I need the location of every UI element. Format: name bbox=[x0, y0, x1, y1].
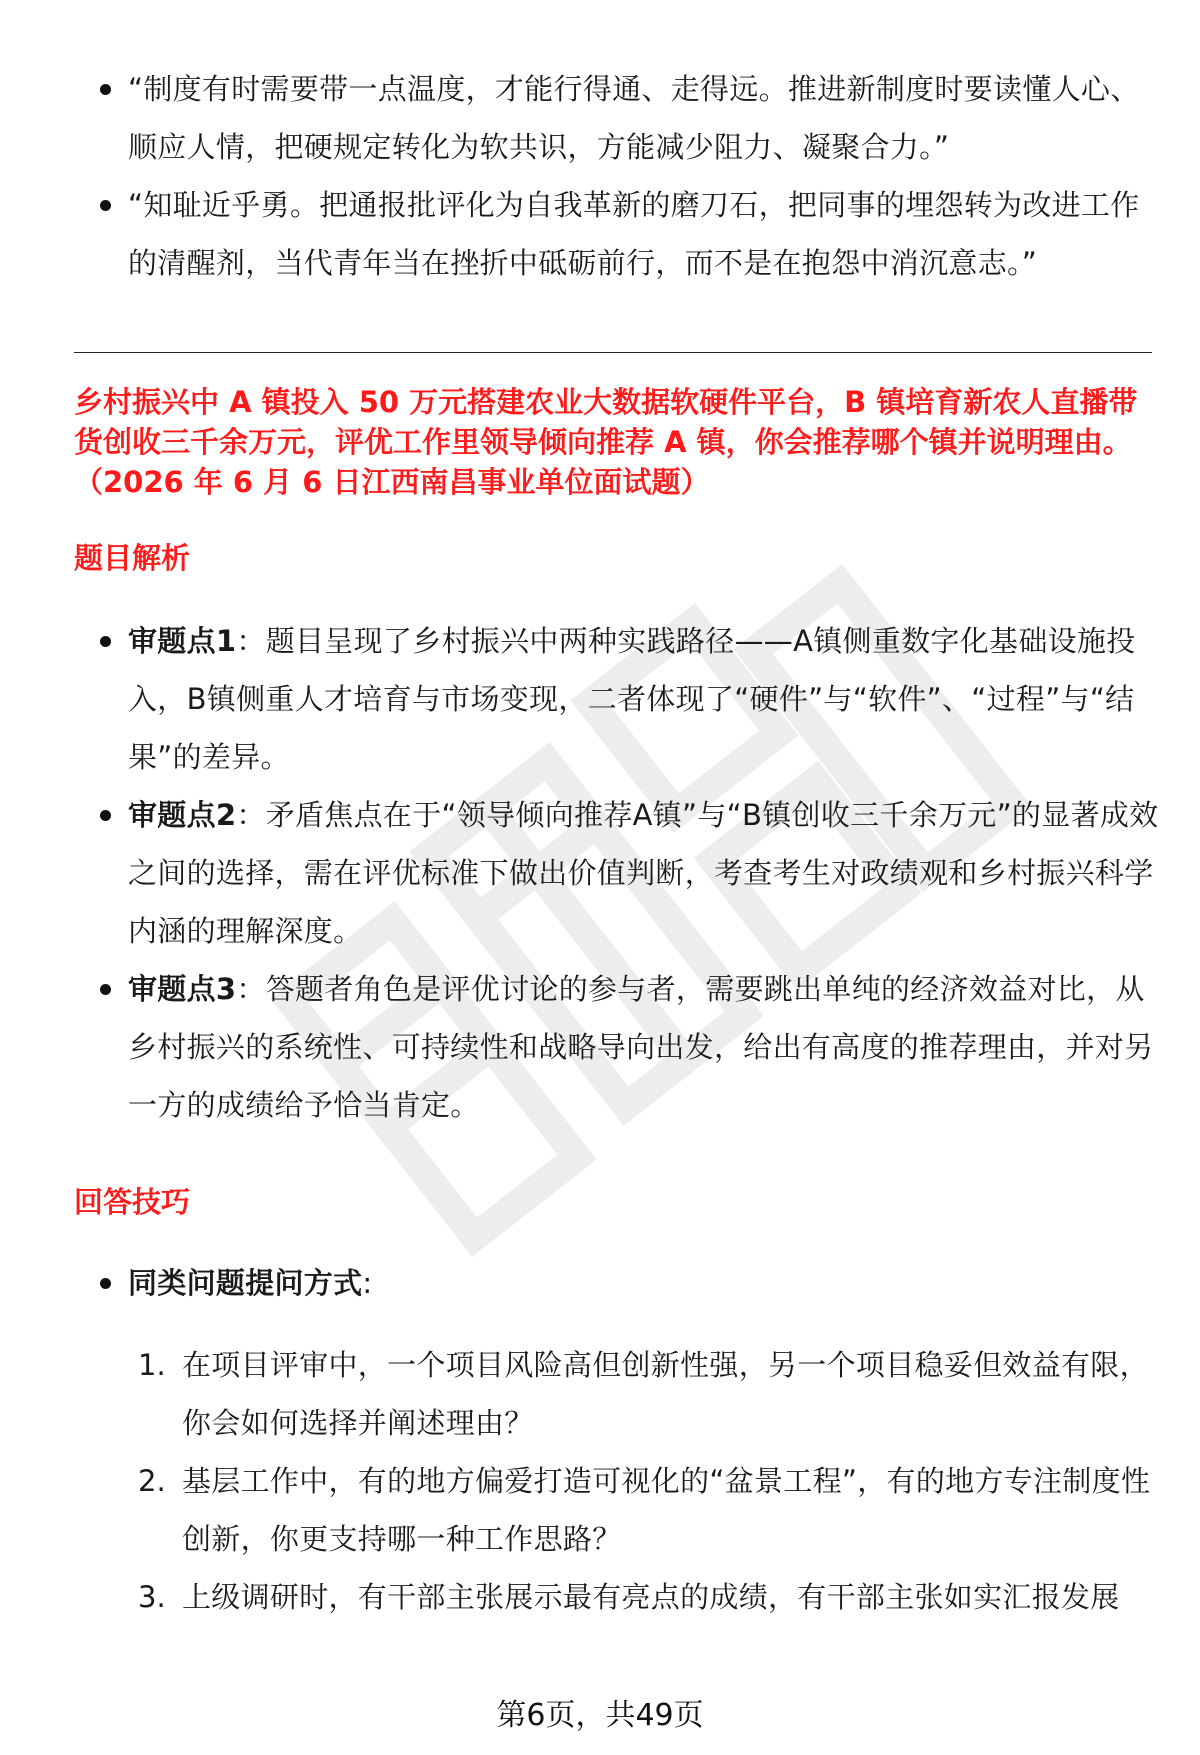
list-item bbox=[0, 1254, 1200, 1312]
question-line: 货创收三千余万元，评优工作里领导倾向推荐 A 镇，你会推荐哪个镇并说明理由。 bbox=[74, 425, 1132, 459]
point-label: 审题点3 bbox=[128, 972, 237, 1006]
bullet-icon bbox=[100, 984, 111, 995]
question-line: （2026 年 6 月 6 日江西南昌事业单位面试题） bbox=[74, 465, 710, 499]
bullet-icon bbox=[100, 200, 111, 211]
point-text bbox=[128, 786, 1160, 960]
point-text bbox=[128, 960, 1160, 1134]
list-item bbox=[0, 60, 1200, 176]
bullet-icon bbox=[100, 84, 111, 95]
point-text bbox=[128, 612, 1160, 786]
list-item bbox=[0, 1336, 1200, 1452]
quote-text: “知耻近乎勇。把通报批评化为自我革新的磨刀石，把同事的埋怨转为改进工作的清醒剂，当代青年当在挫折中砥砺前行，而不是在抱怨中消沉意志。” bbox=[128, 188, 1140, 280]
list-item bbox=[0, 1452, 1200, 1568]
item-number: 2. bbox=[138, 1464, 166, 1498]
list-item bbox=[0, 960, 1200, 1134]
point-body: ：矛盾焦点在于“领导倾向推荐A镇”与“B镇创收三千余万元”的显著成效之间的选择，需在评优标准下做出价值判断，考查考生对政绩观和乡村振兴科学内涵的理解深度。 bbox=[128, 798, 1159, 948]
similar-label: 同类问题提问方式: bbox=[128, 1266, 373, 1300]
analysis-point-list bbox=[0, 612, 1200, 1134]
point-label: 审题点1 bbox=[128, 624, 237, 658]
question-line: 乡村振兴中 A 镇投入 50 万元搭建农业大数据软硬件平台，B 镇培育新农人直播带 bbox=[74, 385, 1138, 419]
analysis-heading: 题目解析 bbox=[74, 541, 191, 575]
list-item bbox=[0, 612, 1200, 786]
bullet-icon bbox=[100, 1278, 111, 1289]
bullet-icon bbox=[100, 636, 111, 647]
point-label: 审题点2 bbox=[128, 798, 237, 832]
page-number: 第6页，共49页 bbox=[496, 1698, 704, 1733]
similar-question-list bbox=[0, 1336, 1200, 1626]
item-text: 基层工作中，有的地方偏爱打造可视化的“盆景工程”，有的地方专注制度性创新，你更支持哪一种工作思路？ bbox=[182, 1464, 1151, 1556]
point-body: ：答题者角色是评优讨论的参与者，需要跳出单纯的经济效益对比，从乡村振兴的系统性、可持续性和战略导向出发，给出有高度的推荐理由，并对另一方的成绩给予恰当肯定。 bbox=[128, 972, 1154, 1122]
list-item bbox=[0, 786, 1200, 960]
list-item bbox=[0, 176, 1200, 292]
item-text: 在项目评审中，一个项目风险高但创新性强，另一个项目稳妥但效益有限，你会如何选择并阐述理由？ bbox=[182, 1348, 1149, 1440]
item-number: 1. bbox=[138, 1348, 166, 1382]
quote-text: “制度有时需要带一点温度，才能行得通、走得远。推进新制度时要读懂人心、顺应人情，把硬规定转化为软共识，方能减少阻力、凝聚合力。” bbox=[128, 72, 1140, 164]
intro-quote-list bbox=[0, 60, 1200, 292]
bullet-icon bbox=[100, 810, 111, 821]
item-number: 3. bbox=[138, 1580, 166, 1614]
item-text: 上级调研时，有干部主张展示最有亮点的成绩，有干部主张如实汇报发展 bbox=[182, 1580, 1120, 1614]
question-title bbox=[74, 382, 1164, 502]
tips-heading: 回答技巧 bbox=[74, 1185, 191, 1219]
tips-bullet bbox=[0, 1254, 1200, 1312]
section-divider bbox=[74, 352, 1152, 353]
list-item bbox=[0, 1568, 1200, 1626]
point-body: ：题目呈现了乡村振兴中两种实践路径——A镇侧重数字化基础设施投入，B镇侧重人才培育与市场变现，二者体现了“硬件”与“软件”、“过程”与“结果”的差异。 bbox=[128, 624, 1136, 774]
